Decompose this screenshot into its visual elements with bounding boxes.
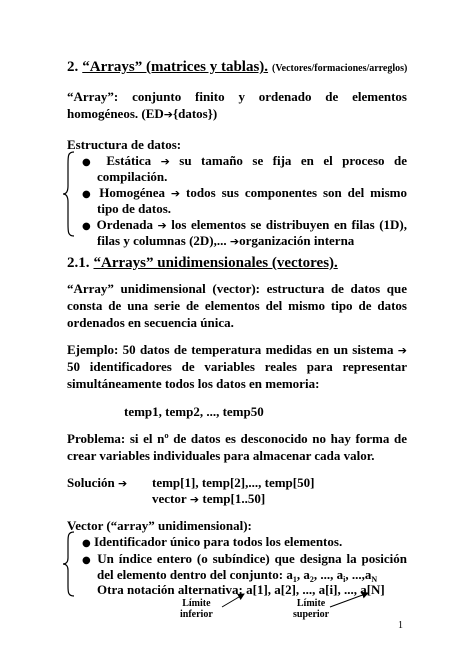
section-title: “Arrays” (matrices y tablas). xyxy=(82,59,269,75)
bullet-icon: ● xyxy=(82,189,94,200)
definition-line-1: “Array”: conjunto finito y ordenado de elementos xyxy=(67,89,407,104)
ejemplo-line-1: Ejemplo: 50 datos de temperatura medidas en un sistema ➔ xyxy=(67,342,408,357)
page-number: 1 xyxy=(398,620,403,631)
vector-heading: Vector (“array” unidimensional): xyxy=(67,518,252,533)
left-brace-icon xyxy=(62,530,76,598)
right-arrow-icon: ➔ xyxy=(170,187,181,200)
right-arrow-icon: ➔ xyxy=(397,344,408,357)
right-arrow-icon: ➔ xyxy=(117,477,128,490)
right-arrow-icon: ➔ xyxy=(160,155,170,168)
section-number: 2. xyxy=(67,59,79,75)
section-number: 2.1. xyxy=(67,255,90,271)
right-arrow-icon: ➔ xyxy=(229,235,240,248)
limite-inferior-label: Límite inferior xyxy=(180,598,213,620)
vector-bullet-2: ● Un índice entero (o subíndice) que designa la posición xyxy=(82,551,407,566)
right-arrow-icon: ➔ xyxy=(157,219,167,232)
bullet-icon: ● xyxy=(82,221,93,232)
estructura-item-cont: filas y columnas (2D),... ➔organización interna xyxy=(97,233,355,248)
problema-line-2: crear variables individuales para almacenar cada valor. xyxy=(67,448,375,463)
vector-bullet-2-alt: Otra notación alternativa: a[1], a[2], ..., a[i], ..., a[N] xyxy=(97,582,385,597)
section-title: “Arrays” unidimensionales (vectores). xyxy=(93,255,338,271)
paragraph-line: “Array” unidimensional (vector): estructura de datos que xyxy=(67,281,407,296)
section-subtitle: (Vectores/formaciones/arreglos) xyxy=(272,63,408,74)
ejemplo-line-3: simultáneamente todos los datos en memoria: xyxy=(67,376,320,391)
solucion-label: Solución ➔ xyxy=(67,475,128,490)
bullet-icon: ● xyxy=(82,157,97,168)
estructura-item-cont: tipo de datos. xyxy=(97,201,172,216)
definition-line-2: homogéneos. (ED➔{datos}) xyxy=(67,106,218,121)
paragraph-line: ordenados en secuencia única. xyxy=(67,315,234,330)
right-arrow-icon: ➔ xyxy=(189,493,200,506)
right-arrow-icon: ➔ xyxy=(163,108,173,121)
ejemplo-line-2: 50 identificadores de variables reales para representar xyxy=(67,359,407,374)
estructura-item: ● Ordenada ➔ los elementos se distribuyen en filas (1D), xyxy=(82,217,408,232)
vector-bullet-1: ● Identificador único para todos los elementos. xyxy=(82,534,343,549)
vector-bullet-2-cont: del elemento dentro del conjunto: $a_1$, $a_2$, ..., $a_i$, $...,a_N$ xyxy=(97,567,378,584)
estructura-item: ● Estática ➔ su tamaño se fija en el proceso de xyxy=(82,153,407,168)
bullet-icon: ● xyxy=(82,538,91,549)
solucion-line-1: temp[1], temp[2],..., temp[50] xyxy=(152,475,315,490)
solucion-line-2: vector ➔ temp[1..50] xyxy=(152,491,266,506)
section-2-heading xyxy=(67,58,407,76)
problema-line-1: Problema: si el nº de datos es desconocido no hay forma de xyxy=(67,431,407,446)
estructura-item-cont: compilación. xyxy=(97,169,168,184)
ejemplo-code: temp1, temp2, ..., temp50 xyxy=(124,404,264,419)
bullet-icon: ● xyxy=(82,555,93,566)
limite-superior-label: Límite superior xyxy=(293,598,330,620)
arrow-to-upper-limit xyxy=(330,593,368,607)
left-brace-icon xyxy=(62,150,76,238)
arrow-to-lower-limit xyxy=(222,594,244,607)
estructura-item: ● Homogénea ➔ todos sus componentes son del mismo xyxy=(82,185,407,200)
section-2-1-heading xyxy=(67,254,338,272)
paragraph-line: consta de una serie de elementos del mismo tipo de datos xyxy=(67,298,407,313)
estructura-heading: Estructura de datos: xyxy=(67,137,182,152)
